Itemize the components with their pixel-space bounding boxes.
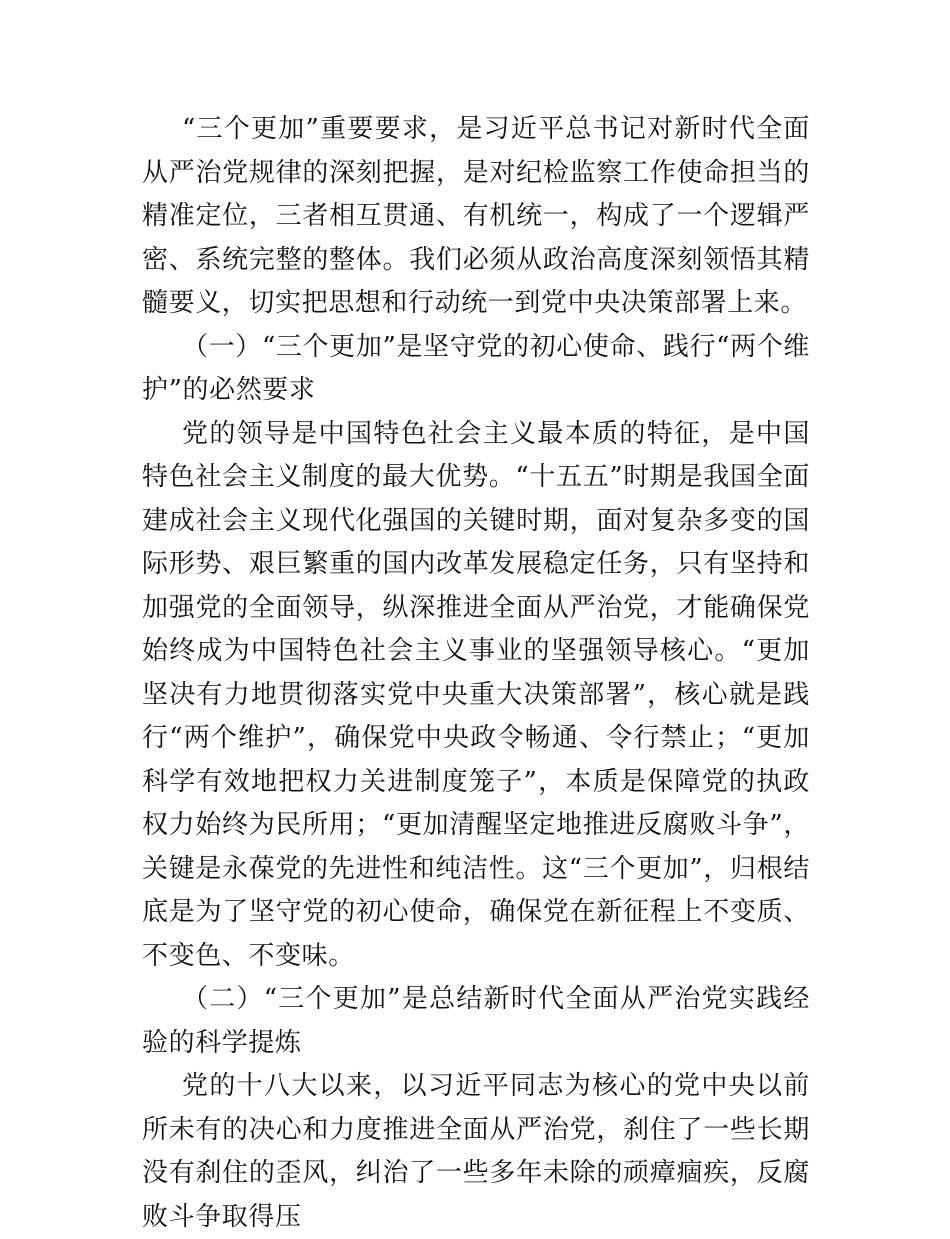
- section-1-paragraph: 党的领导是中国特色社会主义最本质的特征，是中国特色社会主义制度的最大优势。“十五五”时期是我国全面建成社会主义现代化强国的关键时期，面对复杂多变的国际形势、艰巨繁重的国内改革发展稳定任务，只有坚持和加强党的全面领导，纵深推进全面从严治党，才能确保党始终成为中国特色社会主义事业的坚强领导核心。“更加坚决有力地贯彻落实党中央重大决策部署”，核心就是践行“两个维护”，确保党中央政令畅通、令行禁止；“更加科学有效地把权力关进制度笼子”，本质是保障党的执政权力始终为民所用；“更加清醒坚定地推进反腐败斗争”，关键是永葆党的先进性和纯洁性。这“三个更加”，归根结底是为了坚守党的初心使命，确保党在新征程上不变质、不变色、不变味。: [142, 418, 810, 971]
- document-body: [142, 108, 810, 1239]
- section-heading-1: （一）“三个更加”是坚守党的初心使命、践行“两个维护”的必然要求: [142, 331, 810, 405]
- section-heading-2: （二）“三个更加”是总结新时代全面从严治党实践经验的科学提炼: [142, 984, 810, 1058]
- section-2-paragraph: 党的十八大以来，以习近平同志为核心的党中央以前所未有的决心和力度推进全面从严治党，刹住了一些长期没有刹住的歪风，纠治了一些多年未除的顽瘴痼疾，反腐败斗争取得压: [142, 1071, 810, 1232]
- intro-paragraph: “三个更加”重要要求，是习近平总书记对新时代全面从严治党规律的深刻把握，是对纪检监察工作使命担当的精准定位，三者相互贯通、有机统一，构成了一个逻辑严密、系统完整的整体。我们必须从政治高度深刻领悟其精髓要义，切实把思想和行动统一到党中央决策部署上来。: [142, 114, 810, 318]
